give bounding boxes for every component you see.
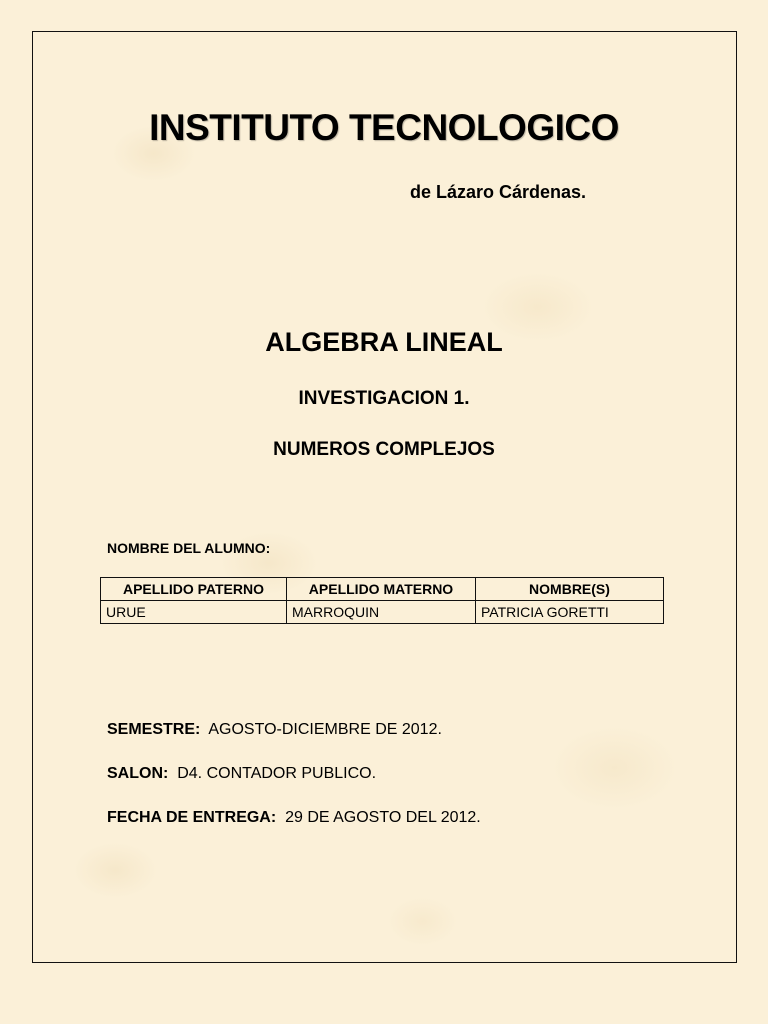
- student-name-label: NOMBRE DEL ALUMNO:: [107, 540, 271, 556]
- room-label: SALON:: [107, 765, 169, 782]
- semester-value: AGOSTO-DICIEMBRE DE 2012.: [208, 721, 442, 738]
- cell-nombres: PATRICIA GORETTI: [476, 601, 664, 624]
- semester-label: SEMESTRE:: [107, 721, 201, 738]
- semester-line: [107, 721, 442, 739]
- room-value: D4. CONTADOR PUBLICO.: [177, 765, 377, 782]
- assignment-title: INVESTIGACION 1.: [298, 388, 470, 409]
- table-row: [101, 601, 664, 624]
- due-date-value: 29 DE AGOSTO DEL 2012.: [285, 809, 481, 826]
- due-date-line: [107, 809, 481, 827]
- topic-title: NUMEROS COMPLEJOS: [273, 439, 495, 460]
- institution-subtitle: de Lázaro Cárdenas.: [410, 182, 587, 202]
- header-apellido-materno: APELLIDO MATERNO: [287, 578, 476, 601]
- header-apellido-paterno: APELLIDO PATERNO: [101, 578, 287, 601]
- cell-apellido-paterno: URUE: [101, 601, 287, 624]
- student-name-table: [100, 577, 664, 624]
- header-nombres: NOMBRE(S): [476, 578, 664, 601]
- room-line: [107, 765, 376, 783]
- table-header-row: [101, 578, 664, 601]
- course-name: ALGEBRA LINEAL: [265, 327, 503, 357]
- institution-title: INSTITUTO TECNOLOGICO: [149, 107, 619, 148]
- cell-apellido-materno: MARROQUIN: [287, 601, 476, 624]
- due-date-label: FECHA DE ENTREGA:: [107, 809, 277, 826]
